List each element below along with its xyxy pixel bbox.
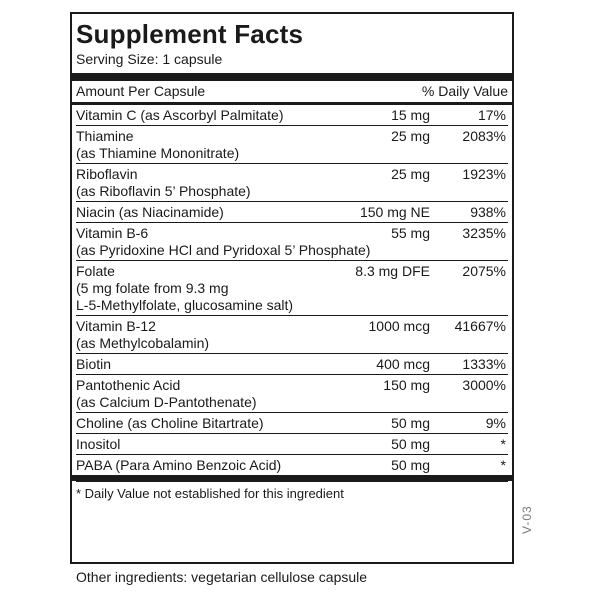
nutrient-name: Pantothenic Acid bbox=[76, 377, 181, 393]
nutrient-row bbox=[76, 125, 508, 163]
nutrient-source: (as Riboflavin 5’ Phosphate) bbox=[76, 183, 251, 199]
column-header bbox=[76, 81, 508, 102]
nutrient-daily-value: 938% bbox=[470, 204, 506, 220]
nutrient-name: Riboflavin bbox=[76, 166, 138, 182]
nutrient-daily-value: 41667% bbox=[454, 318, 506, 334]
nutrient-source: (as Thiamine Mononitrate) bbox=[76, 145, 240, 161]
amount-per-capsule-label: Amount Per Capsule bbox=[76, 83, 206, 99]
nutrient-row bbox=[76, 412, 508, 433]
supplement-facts-panel bbox=[70, 12, 514, 564]
nutrient-daily-value: * bbox=[500, 457, 506, 473]
nutrient-row bbox=[76, 222, 508, 260]
nutrient-daily-value: 17% bbox=[477, 107, 506, 123]
nutrient-amount: 25 mg bbox=[391, 128, 430, 144]
panel-title: Supplement Facts bbox=[76, 19, 304, 49]
thick-divider bbox=[72, 73, 512, 81]
nutrient-row bbox=[76, 105, 508, 125]
nutrient-source: (5 mg folate from 9.3 mg bbox=[76, 280, 229, 296]
nutrient-amount: 150 mg bbox=[383, 377, 430, 393]
nutrient-row bbox=[76, 315, 508, 353]
nutrient-daily-value: 1333% bbox=[462, 356, 506, 372]
nutrient-name: PABA (Para Amino Benzoic Acid) bbox=[76, 457, 282, 473]
nutrient-row bbox=[76, 433, 508, 454]
nutrient-name: Inositol bbox=[76, 436, 121, 452]
nutrient-source: L-5-Methylfolate, glucosamine salt) bbox=[76, 297, 294, 313]
version-code: V-03 bbox=[520, 505, 534, 534]
nutrient-daily-value: 2083% bbox=[462, 128, 506, 144]
nutrient-row bbox=[76, 454, 508, 475]
nutrient-name: Biotin bbox=[76, 356, 112, 372]
other-ingredients: Other ingredients: vegetarian cellulose capsule bbox=[76, 569, 368, 585]
nutrient-amount: 8.3 mg DFE bbox=[355, 263, 430, 279]
nutrient-name: Vitamin B-6 bbox=[76, 225, 149, 241]
nutrient-source: (as Calcium D-Pantothenate) bbox=[76, 394, 257, 410]
nutrient-amount: 55 mg bbox=[391, 225, 430, 241]
daily-value-label: % Daily Value bbox=[421, 83, 508, 99]
nutrient-row bbox=[76, 353, 508, 374]
nutrient-source: (as Methylcobalamin) bbox=[76, 335, 210, 351]
nutrient-name: Choline (as Choline Bitartrate) bbox=[76, 415, 264, 431]
nutrient-row bbox=[76, 201, 508, 222]
nutrient-daily-value: 2075% bbox=[462, 263, 506, 279]
nutrient-amount: 50 mg bbox=[391, 415, 430, 431]
nutrient-amount: 400 mcg bbox=[376, 356, 430, 372]
nutrient-daily-value: 3235% bbox=[462, 225, 506, 241]
nutrient-source: (as Pyridoxine HCl and Pyridoxal 5’ Phosphate) bbox=[76, 242, 371, 258]
nutrient-amount: 15 mg bbox=[391, 107, 430, 123]
nutrient-row bbox=[76, 163, 508, 201]
nutrient-daily-value: * bbox=[500, 436, 506, 452]
nutrient-amount: 50 mg bbox=[391, 457, 430, 473]
nutrient-amount: 1000 mcg bbox=[368, 318, 430, 334]
nutrient-row bbox=[76, 374, 508, 412]
nutrient-row bbox=[76, 260, 508, 315]
nutrient-name: Niacin (as Niacinamide) bbox=[76, 204, 224, 220]
nutrient-daily-value: 3000% bbox=[462, 377, 506, 393]
serving-size: Serving Size: 1 capsule bbox=[76, 51, 223, 67]
nutrient-daily-value: 1923% bbox=[462, 166, 506, 182]
nutrient-daily-value: 9% bbox=[485, 415, 506, 431]
nutrient-name: Folate bbox=[76, 263, 115, 279]
nutrient-amount: 50 mg bbox=[391, 436, 430, 452]
nutrient-name: Vitamin C (as Ascorbyl Palmitate) bbox=[76, 107, 284, 123]
nutrient-name: Thiamine bbox=[76, 128, 134, 144]
nutrient-name: Vitamin B-12 bbox=[76, 318, 156, 334]
nutrient-amount: 25 mg bbox=[391, 166, 430, 182]
daily-value-footnote: * Daily Value not established for this ingredient bbox=[76, 481, 508, 502]
nutrient-amount: 150 mg NE bbox=[359, 204, 430, 220]
